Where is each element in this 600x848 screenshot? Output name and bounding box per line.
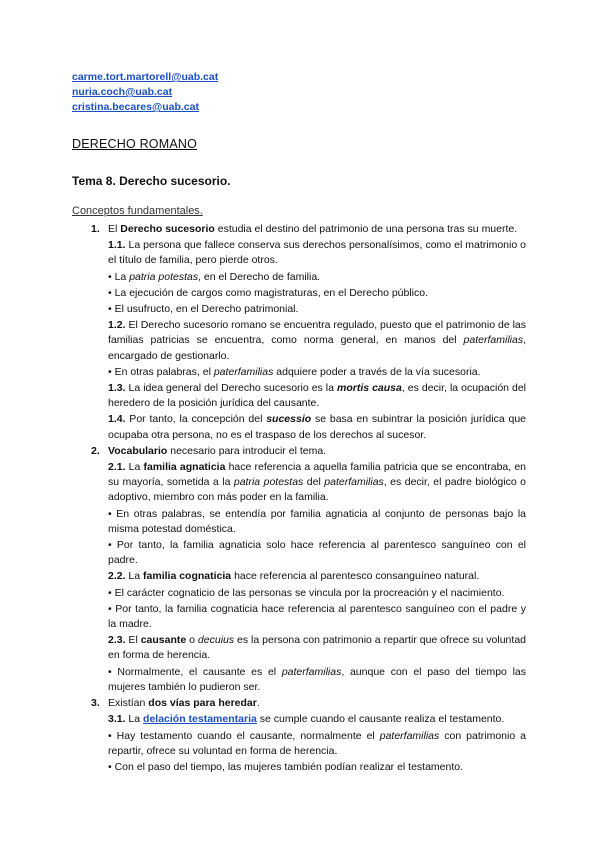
subsection-number: 1.4. — [108, 413, 126, 426]
text: La idea general del Derecho sucesorio es la — [125, 382, 337, 395]
text: Existían — [108, 697, 149, 710]
text: • En otras palabras, el — [108, 365, 214, 378]
text: La — [125, 570, 144, 583]
bold-term: familia cognaticia — [143, 570, 232, 583]
bullet: • La ejecución de cargos como magistraturas, en el Derecho público. — [108, 286, 429, 299]
text: , encargado de gestionarlo. — [108, 334, 526, 362]
bold-term: familia agnaticia — [143, 461, 226, 474]
bold-italic-term: sucessio — [266, 413, 312, 426]
subsection-number: 3.1. — [108, 713, 126, 726]
text: es la persona con patrimonio a repartir que ofrece su voluntad en forma de herencia. — [108, 634, 526, 662]
email-link[interactable]: nuria.coch@uab.cat — [72, 86, 173, 98]
text: necesario para introducir el tema. — [167, 444, 327, 457]
text: adquiere poder a través de la vía sucesoria. — [273, 365, 481, 378]
topic-heading: Tema 8. Derecho sucesorio. — [72, 174, 231, 188]
italic-term: paterfamilias — [463, 334, 524, 347]
bold-term: Vocabulario — [108, 444, 168, 457]
paragraph — [108, 412, 526, 442]
text: El — [125, 634, 141, 647]
bold-term: causante — [140, 634, 187, 647]
text: El — [108, 223, 121, 235]
text: • Normalmente, el causante es el — [108, 665, 282, 678]
paragraph — [108, 444, 526, 459]
subsection-number: 1.2. — [108, 319, 126, 332]
subsection-number: 2.2. — [108, 570, 126, 583]
text: o — [186, 634, 198, 647]
paragraph — [108, 633, 526, 663]
paragraph — [108, 696, 526, 711]
text: El Derecho sucesorio romano se encuentra regulado, puesto que el patrimonio de las familias patricias se encuentra, como norma general, en manos del — [108, 319, 526, 347]
subsection-number: 1.1. — [108, 239, 126, 252]
text: • Hay testamento cuando el causante, normalmente el — [108, 729, 380, 742]
bullet — [108, 729, 526, 759]
email-link[interactable]: cristina.becares@uab.cat — [72, 101, 199, 113]
paragraph — [108, 460, 526, 506]
bullet — [108, 665, 526, 695]
numbered-list — [91, 222, 527, 776]
italic-term: patria potestas — [233, 476, 304, 489]
bullet: • El carácter cognaticio de las personas se vincula por la procreación y el nacimiento. — [108, 586, 505, 599]
list-item — [91, 222, 527, 443]
text: La — [125, 461, 144, 474]
text: del — [303, 476, 325, 489]
text: . — [256, 697, 260, 710]
bold-term: Derecho sucesorio — [120, 223, 215, 235]
bold-term: dos vías para heredar — [148, 697, 257, 710]
paragraph — [108, 318, 526, 364]
text: estudia el destino del patrimonio de una persona tras su muerte. — [214, 223, 518, 235]
bold-italic-term: mortis causa — [336, 382, 402, 395]
italic-term: paterfamilias — [379, 729, 440, 742]
italic-term: decuius — [197, 634, 235, 647]
italic-term: patria potestas — [129, 270, 199, 283]
italic-term: paterfamilias — [281, 665, 342, 678]
subsection-number: 1.3. — [108, 382, 126, 395]
list-number: 2. — [91, 444, 100, 457]
paragraph — [108, 381, 526, 411]
subsection-number: 2.1. — [108, 461, 126, 474]
subsection-number: 2.3. — [108, 634, 126, 647]
text: , es decir, la ocupación del heredero de la posición jurídica del causante. — [108, 382, 527, 410]
text: , en el Derecho de familia. — [198, 270, 321, 283]
text: Por tanto, la concepción del — [125, 413, 267, 426]
bullet: • El usufructo, en el Derecho patrimonial. — [108, 303, 299, 316]
list-item — [91, 444, 527, 695]
text: con patrimonio a repartir, ofrece su voluntad en forma de herencia. — [108, 729, 526, 757]
paragraph — [108, 712, 526, 727]
text: se basa en subintrar la posición jurídica que ocupaba otra persona, no es el traspaso de los derechos al sucesor. — [108, 413, 526, 441]
term-link[interactable]: delación testamentaria — [143, 713, 257, 726]
paragraph — [108, 569, 526, 584]
list-number: 1. — [91, 223, 100, 235]
bullet: • Por tanto, la familia cognaticia hace referencia al parentesco sanguíneo con el padre y la madre. — [108, 602, 526, 631]
paragraph — [108, 238, 526, 268]
email-list — [72, 70, 218, 115]
text: La persona que fallece conserva sus derechos personalísimos, como el matrimonio o el título de familia, pero pierde otros. — [108, 239, 526, 267]
text: hace referencia a aquella familia patricia que se encontraba, en su mayoría, sometida a la — [108, 461, 527, 489]
bullet: • En otras palabras, se entendía por familia agnaticia al conjunto de personas bajo la misma potestad doméstica. — [108, 507, 526, 535]
text: • La — [108, 270, 130, 283]
list-number: 3. — [91, 697, 100, 710]
document-title: DERECHO ROMANO — [72, 137, 198, 151]
bullet: • Con el paso del tiempo, las mujeres también podían realizar el testamento. — [108, 760, 464, 773]
list-item — [91, 696, 526, 775]
section-heading: Conceptos fundamentales. — [72, 205, 203, 217]
italic-term: paterfamilias — [213, 365, 274, 378]
text: La — [125, 713, 144, 726]
bullet — [108, 365, 526, 380]
text: , aunque con el paso del tiempo las mujeres también lo pudieron ser. — [108, 665, 526, 693]
italic-term: paterfamilias — [324, 476, 384, 489]
paragraph — [108, 222, 526, 237]
bullet: • Por tanto, la familia agnaticia solo hace referencia al parentesco sanguíneo con el padre. — [108, 539, 526, 567]
bullet — [108, 270, 526, 285]
text: , es decir, el padre biológico o adoptivo, miembro con más poder en la familia. — [108, 476, 526, 504]
text: se cumple cuando el causante realiza el testamento. — [256, 713, 505, 726]
text: hace referencia al parentesco consanguíneo natural. — [231, 570, 480, 583]
email-link[interactable]: carme.tort.martorell@uab.cat — [72, 71, 219, 83]
